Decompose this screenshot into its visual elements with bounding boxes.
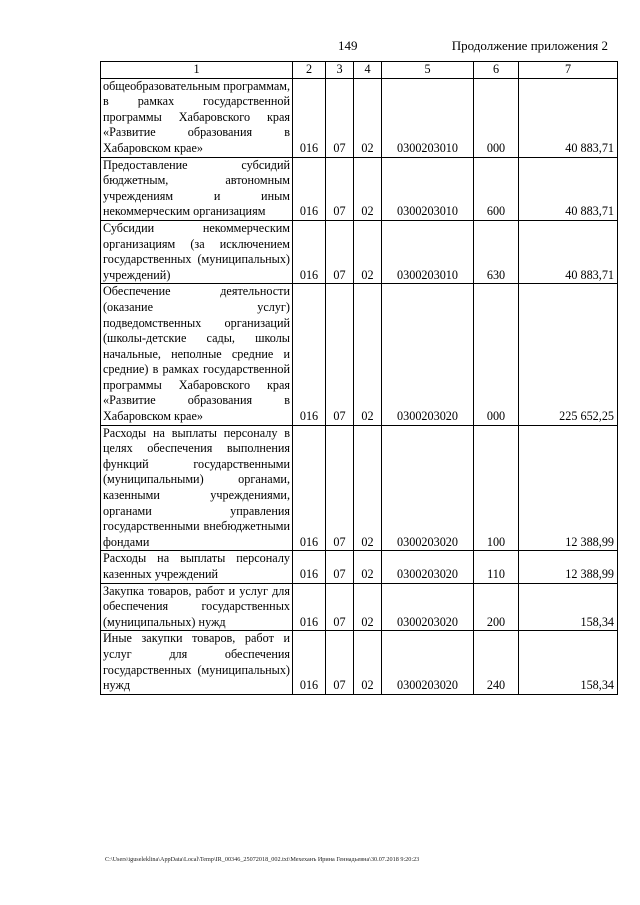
cell-section: 07 <box>326 631 354 694</box>
row-description: Субсидии некоммерческим организациям (за исключением государственных (муниципальных) учреждений) <box>101 220 293 283</box>
cell-target-article: 0300203010 <box>382 157 474 220</box>
cell-ministry-code: 016 <box>293 583 326 631</box>
column-header: 5 <box>382 62 474 79</box>
cell-target-article: 0300203020 <box>382 284 474 425</box>
cell-subsection: 02 <box>354 425 382 551</box>
file-path-footer: C:\Users\iguseleklina\AppData\Local\Temp\IR_00346_25072018_002.txt\Мехеханъ Ирина Геннадьевна\30.07.2018 9:20:23 <box>105 856 420 863</box>
cell-section: 07 <box>326 284 354 425</box>
cell-ministry-code: 016 <box>293 220 326 283</box>
cell-expense-type: 200 <box>474 583 519 631</box>
column-header: 4 <box>354 62 382 79</box>
cell-expense-type: 000 <box>474 78 519 157</box>
cell-expense-type: 110 <box>474 551 519 583</box>
page-number: 149 <box>338 38 358 53</box>
cell-target-article: 0300203020 <box>382 631 474 694</box>
table-row <box>101 425 618 551</box>
budget-table <box>100 61 618 695</box>
row-description: Расходы на выплаты персоналу в целях обеспечения выполнения функций государственными (муниципальными) органами, казенными учреждениями, органами управления государственными внебюджетными фондами <box>101 425 293 551</box>
row-description: общеобразовательным программам, в рамках государственной программы Хабаровского края «Развитие образования в Хабаровском крае» <box>101 78 293 157</box>
cell-section: 07 <box>326 425 354 551</box>
cell-amount: 40 883,71 <box>519 78 618 157</box>
cell-target-article: 0300203020 <box>382 583 474 631</box>
table-row <box>101 78 618 157</box>
table-row <box>101 631 618 694</box>
cell-subsection: 02 <box>354 157 382 220</box>
row-description: Предоставление субсидий бюджетным, автономным учреждениям и иным некоммерческим организациям <box>101 157 293 220</box>
row-description: Закупка товаров, работ и услуг для обеспечения государственных (муниципальных) нужд <box>101 583 293 631</box>
column-header: 1 <box>101 62 293 79</box>
cell-subsection: 02 <box>354 583 382 631</box>
table-row <box>101 220 618 283</box>
row-description: Обеспечение деятельности (оказание услуг) подведомственных организаций (школы-детские сады, школы начальные, неполные средние и средние) в рамках государственной программы Хабаровского края «Развитие образования в Хабаровском крае» <box>101 284 293 425</box>
cell-ministry-code: 016 <box>293 631 326 694</box>
cell-amount: 40 883,71 <box>519 157 618 220</box>
cell-ministry-code: 016 <box>293 157 326 220</box>
cell-target-article: 0300203010 <box>382 220 474 283</box>
cell-subsection: 02 <box>354 551 382 583</box>
cell-ministry-code: 016 <box>293 551 326 583</box>
cell-section: 07 <box>326 583 354 631</box>
table-header-row <box>101 62 618 79</box>
cell-section: 07 <box>326 78 354 157</box>
cell-expense-type: 000 <box>474 284 519 425</box>
table-row <box>101 583 618 631</box>
table-row <box>101 284 618 425</box>
column-header: 7 <box>519 62 618 79</box>
cell-section: 07 <box>326 157 354 220</box>
row-description: Иные закупки товаров, работ и услуг для обеспечения государственных (муниципальных) нужд <box>101 631 293 694</box>
cell-subsection: 02 <box>354 284 382 425</box>
cell-subsection: 02 <box>354 220 382 283</box>
cell-subsection: 02 <box>354 631 382 694</box>
table-row <box>101 551 618 583</box>
cell-section: 07 <box>326 220 354 283</box>
cell-ministry-code: 016 <box>293 284 326 425</box>
cell-ministry-code: 016 <box>293 425 326 551</box>
column-header: 6 <box>474 62 519 79</box>
cell-amount: 158,34 <box>519 631 618 694</box>
cell-amount: 158,34 <box>519 583 618 631</box>
cell-expense-type: 630 <box>474 220 519 283</box>
cell-expense-type: 100 <box>474 425 519 551</box>
page-header <box>0 38 640 58</box>
table-row <box>101 157 618 220</box>
cell-amount: 12 388,99 <box>519 551 618 583</box>
cell-target-article: 0300203020 <box>382 425 474 551</box>
cell-amount: 40 883,71 <box>519 220 618 283</box>
cell-expense-type: 600 <box>474 157 519 220</box>
cell-amount: 12 388,99 <box>519 425 618 551</box>
cell-target-article: 0300203020 <box>382 551 474 583</box>
cell-ministry-code: 016 <box>293 78 326 157</box>
cell-amount: 225 652,25 <box>519 284 618 425</box>
cell-expense-type: 240 <box>474 631 519 694</box>
cell-section: 07 <box>326 551 354 583</box>
cell-target-article: 0300203010 <box>382 78 474 157</box>
column-header: 2 <box>293 62 326 79</box>
row-description: Расходы на выплаты персоналу казенных учреждений <box>101 551 293 583</box>
cell-subsection: 02 <box>354 78 382 157</box>
column-header: 3 <box>326 62 354 79</box>
continuation-label: Продолжение приложения 2 <box>451 38 608 53</box>
